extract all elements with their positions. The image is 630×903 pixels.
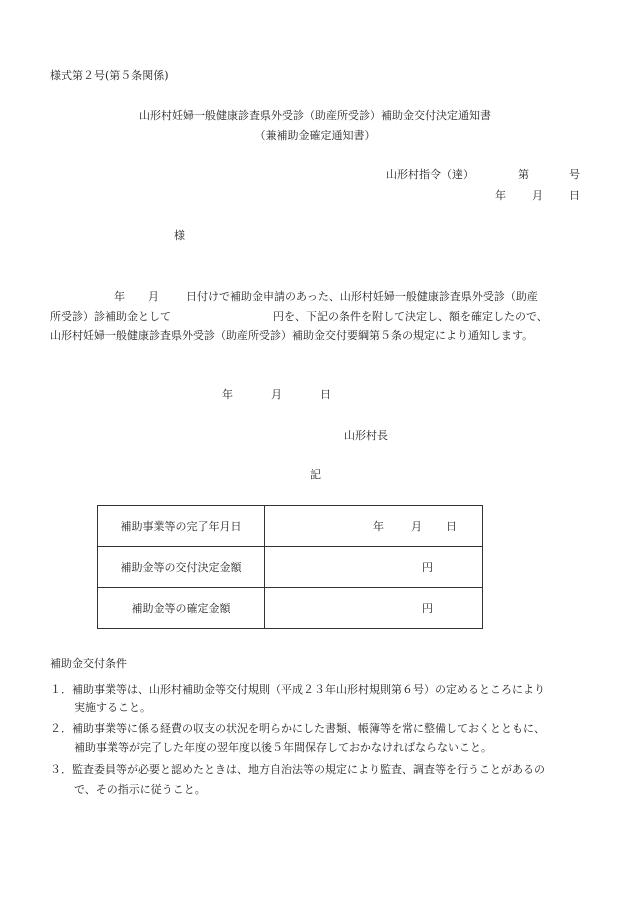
decision-amount-unit: 円: [422, 561, 433, 574]
condition-item-1: [50, 684, 545, 695]
body-line-2a: 所受診）診補助金として: [50, 310, 171, 323]
date-month: 月: [271, 388, 282, 401]
title-line-1: 山形村妊婦一般健康診査県外受診（助産所受診）補助金交付決定通知書: [139, 109, 491, 122]
condition-item-2: [50, 723, 545, 734]
reference-go: 号: [569, 168, 580, 181]
condition-text: 補助事業等に係る経費の収支の状況を明らかにした書類、帳簿等を常に整備しておくとともに、: [72, 722, 545, 735]
grant-table: [97, 505, 483, 629]
body-month: 月: [148, 290, 159, 303]
condition-item-2-cont: 補助事業等が完了した年度の翌年度以後５年間保存しておかなければならないこと。: [74, 741, 492, 754]
condition-item-1-cont: 実施すること。: [74, 701, 151, 714]
reference-year: 年: [495, 189, 506, 202]
form-label: 様式第２号(第５条関係): [50, 69, 169, 82]
row-label: 補助金等の交付決定金額: [98, 547, 265, 588]
table-row: [98, 506, 483, 547]
body-line-2b: 円を、下記の条件を附して決定し、額を確定したので、: [273, 310, 548, 323]
condition-text: 補助事業等は、山形村補助金等交付規則（平成２３年山形村規則第６号）の定めるところにより: [72, 683, 545, 696]
row-label: 補助金等の確定金額: [98, 588, 265, 629]
row-label: 補助事業等の完了年月日: [98, 506, 265, 547]
ki-mark: 記: [310, 468, 321, 481]
row-value: [265, 547, 483, 588]
reference-dai: 第: [518, 168, 529, 181]
condition-item-3-cont: で、その指示に従うこと。: [74, 783, 206, 796]
reference-issuer: 山形村指令（達）: [386, 168, 474, 181]
body-line-1: 日付けで補助金申請のあった、山形村妊婦一般健康診査県外受診（助産: [186, 290, 538, 303]
condition-number: ３．: [50, 763, 72, 776]
body-year: 年: [114, 290, 125, 303]
reference-day: 日: [569, 189, 580, 202]
row-value: [265, 588, 483, 629]
date-day: 日: [320, 388, 331, 401]
completion-month: 月: [411, 520, 422, 533]
condition-text: 監査委員等が必要と認めたときは、地方自治法等の規定により監査、調査等を行うことがあるの: [72, 763, 545, 776]
row-value: [265, 506, 483, 547]
completion-day: 日: [446, 520, 457, 533]
condition-number: ２．: [50, 722, 72, 735]
signer: 山形村長: [344, 429, 388, 442]
title-line-2: （兼補助金確定通知書）: [254, 129, 376, 142]
completion-year: 年: [373, 520, 384, 533]
conditions-heading: 補助金交付条件: [50, 657, 127, 670]
body-line-3: 山形村妊婦一般健康診査県外受診（助産所受診）補助金交付要綱第５条の規定により通知します。: [50, 329, 534, 342]
table-row: [98, 588, 483, 629]
condition-item-3: [50, 764, 545, 775]
date-year: 年: [222, 388, 233, 401]
reference-month: 月: [532, 189, 543, 202]
table-row: [98, 547, 483, 588]
confirmed-amount-unit: 円: [422, 602, 433, 615]
addressee-sama: 様: [174, 229, 185, 242]
condition-number: １．: [50, 683, 72, 696]
